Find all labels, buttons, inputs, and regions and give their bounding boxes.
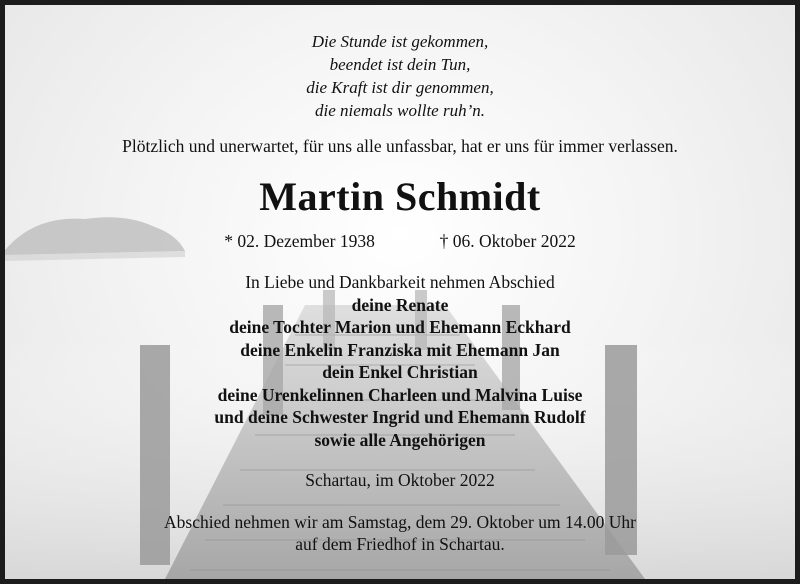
poem-line: die niemals wollte ruh’n. [315,101,485,120]
mourner-line: deine Urenkelinnen Charleen und Malvina Luise [217,384,583,405]
service-info-line: auf dem Friedhof in Schartau. [295,534,505,554]
notice-text [5,5,795,579]
life-dates [5,231,795,252]
mourner-line: deine Tochter Marion und Ehemann Eckhard [229,317,571,337]
mourner-line: deine Enkelin Franziska mit Ehemann Jan [240,339,560,360]
mourner-line: und deine Schwester Ingrid und Ehemann Rudolf [214,407,586,427]
birth-date: * 02. Dezember 1938 [224,231,375,251]
mourner-line: sowie alle Angehörigen [314,429,486,450]
mourner-line: deine Renate [351,294,449,315]
mourner-line: dein Enkel Christian [322,362,478,382]
service-info-line: Abschied nehmen wir am Samstag, dem 29. Oktober um 14.00 Uhr [164,512,636,532]
intro-text: Plötzlich und unerwartet, für uns alle unfassbar, hat er uns für immer verlassen. [122,136,678,156]
death-date: † 06. Oktober 2022 [439,231,576,251]
poem-line: Die Stunde ist gekommen, [311,32,489,51]
poem-line: beendet ist dein Tun, [329,55,471,74]
place-date: Schartau, im Oktober 2022 [305,470,495,490]
deceased-name: Martin Schmidt [259,174,541,219]
poem-line: die Kraft ist dir genommen, [306,78,494,97]
farewell-intro: In Liebe und Dankbarkeit nehmen Abschied [245,272,555,292]
